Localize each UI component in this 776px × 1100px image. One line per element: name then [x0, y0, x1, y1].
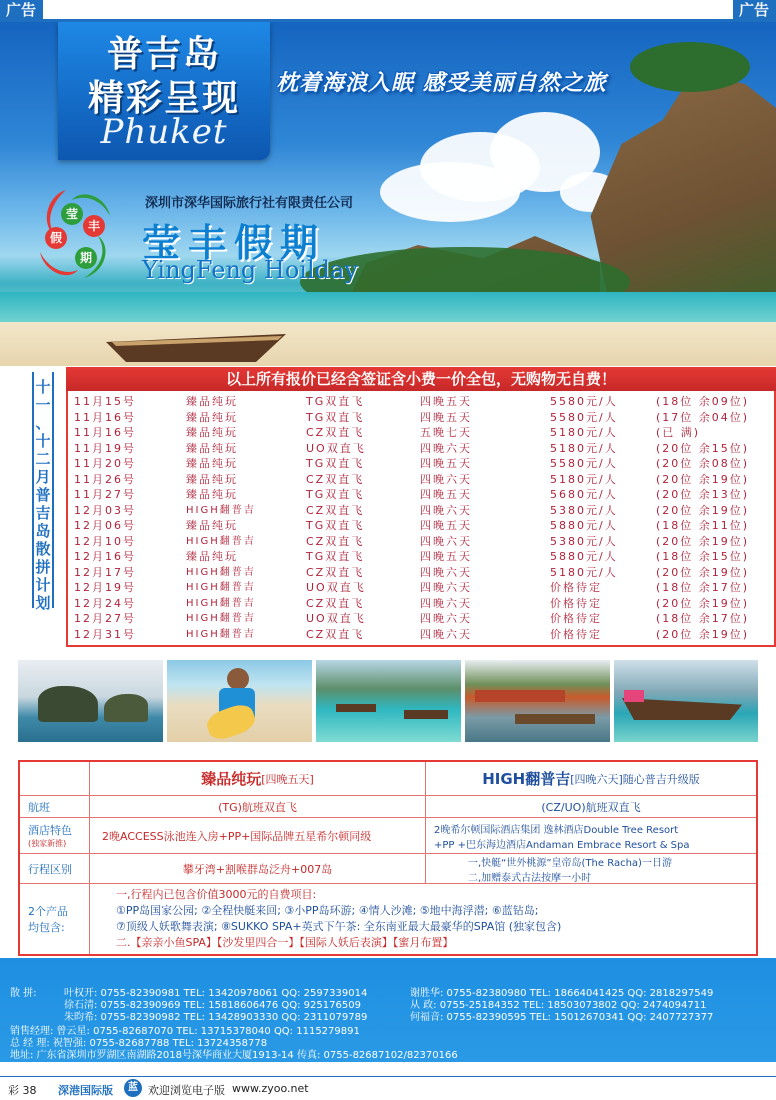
price: 5180元/人 — [550, 426, 618, 439]
footer-tagline: 欢迎浏览电子版 — [148, 1084, 225, 1097]
page-number: 彩 38 — [8, 1084, 37, 1097]
side-title-char: 二 — [35, 450, 51, 468]
product-name: HIGH翻普吉 — [186, 628, 256, 640]
product1-hotel: 2晚ACCESS泳池连入房+PP+国际品牌五星希尔顿同级 — [90, 818, 426, 854]
departure-date: 11月16号 — [74, 426, 136, 439]
product2-route-line2: 二,加赠泰式古法按摩一小时 — [468, 872, 592, 884]
trip-duration: 四晚六天 — [420, 612, 472, 625]
airline: CZ双直飞 — [306, 426, 365, 439]
product2-route — [426, 854, 756, 884]
product-name: 臻品纯玩 — [186, 550, 238, 563]
airline: TG双直飞 — [306, 410, 365, 424]
price: 5880元/人 — [550, 550, 618, 563]
side-title-char: 一 — [35, 396, 51, 414]
seat-availability: (20位 余15位) — [656, 441, 750, 455]
agency-name: 深圳市深华国际旅行社有限责任公司 — [145, 196, 354, 211]
ad-label-left: 广告 — [0, 0, 43, 20]
trip-duration: 四晚五天 — [420, 550, 472, 563]
schedule-row — [68, 596, 774, 611]
departure-date: 11月26号 — [74, 472, 136, 486]
price: 5180元/人 — [550, 472, 618, 486]
schedule-row — [68, 627, 774, 642]
product-name: 臻品纯玩 — [186, 410, 238, 424]
side-title-char: 月 — [35, 468, 51, 486]
trip-duration: 四晚五天 — [420, 519, 472, 532]
product1-subtitle: [四晚五天] — [261, 772, 314, 786]
photo-longtail-boats — [316, 660, 461, 742]
trip-duration: 五晚七天 — [420, 426, 472, 439]
schedule-row — [68, 565, 774, 580]
price: 价格待定 — [550, 612, 602, 625]
price: 5880元/人 — [550, 519, 618, 532]
airline: UO双直飞 — [306, 581, 366, 594]
price: 5180元/人 — [550, 441, 618, 455]
schedule-row — [68, 518, 774, 533]
logo-char-2: 丰 — [87, 219, 101, 233]
airline: TG双直飞 — [306, 519, 365, 532]
trip-duration: 四晚六天 — [420, 596, 472, 610]
airline: UO双直飞 — [306, 441, 366, 455]
longtail-boat — [106, 334, 286, 364]
seat-availability: (18位 余09位) — [656, 395, 750, 408]
price: 5580元/人 — [550, 395, 618, 408]
price: 价格待定 — [550, 627, 602, 641]
side-title-char: 十 — [35, 432, 51, 450]
seat-availability: (18位 余11位) — [656, 519, 750, 532]
side-title-char: 吉 — [35, 504, 51, 522]
product2-subtitle: [四晚六天]随心普吉升级版 — [570, 772, 700, 786]
departure-date: 11月16号 — [74, 410, 136, 424]
price: 5180元/人 — [550, 565, 618, 579]
price: 5580元/人 — [550, 457, 618, 470]
product-name: HIGH翻普吉 — [186, 535, 256, 547]
schedule-row — [68, 534, 774, 549]
seat-availability: (20位 余19位) — [656, 472, 750, 486]
schedule-row — [68, 394, 774, 409]
airline: CZ双直飞 — [306, 627, 365, 641]
product-name: 臻品纯玩 — [186, 488, 238, 501]
page-footer — [0, 1076, 776, 1100]
side-title-char: 拼 — [35, 558, 51, 576]
schedule-table — [66, 391, 776, 647]
schedule-row — [68, 456, 774, 471]
product-name: 臻品纯玩 — [186, 426, 238, 439]
seat-availability: (已 满) — [656, 426, 701, 439]
airline: UO双直飞 — [306, 612, 366, 625]
product-name: HIGH翻普吉 — [186, 504, 256, 516]
departure-date: 12月17号 — [74, 565, 136, 579]
seat-availability: (20位 余19位) — [656, 503, 750, 517]
trip-duration: 四晚五天 — [420, 457, 472, 470]
cliff-trees — [630, 42, 750, 92]
brand-name-cn: 莹丰假期 — [142, 221, 327, 265]
schedule-row — [68, 611, 774, 626]
schedule-row — [68, 580, 774, 595]
logo-char-3: 假 — [49, 231, 63, 245]
product2-route-line1: 一,快艇“世外桃源”皇帝岛(The Racha)一日游 — [468, 857, 672, 869]
contact-right-3: 何福音: 0755-82390595 TEL: 15012670341 QQ: 2407727377 — [410, 1012, 714, 1023]
both-label-1: 2个产品 — [28, 905, 68, 918]
footer-rule — [0, 1076, 776, 1077]
contact-panel — [0, 958, 776, 1062]
trip-duration: 四晚六天 — [420, 472, 472, 486]
cmp-corner — [20, 762, 90, 796]
cmp-label-route: 行程区别 — [20, 854, 90, 884]
cmp-header-product1 — [90, 762, 426, 796]
seat-availability: (20位 余19位) — [656, 596, 750, 610]
hero-title-en: Phuket — [100, 112, 228, 152]
departure-date: 12月06号 — [74, 519, 136, 532]
photo-strip — [18, 660, 758, 742]
hero-title-line2: 精彩呈现 — [87, 78, 240, 119]
hero-slogan: 枕着海浪入眠 感受美丽自然之旅 — [276, 71, 607, 96]
side-title-char: 散 — [35, 540, 51, 558]
photo-child-sand — [167, 660, 312, 742]
logo-char-1: 莹 — [65, 207, 79, 221]
schedule-row — [68, 472, 774, 487]
product-comparison-table — [18, 760, 758, 956]
departure-date: 12月10号 — [74, 534, 136, 548]
price: 价格待定 — [550, 596, 602, 610]
cmp-header-product2 — [426, 762, 756, 796]
contact-left-1: 叶权开: 0755-82390981 TEL: 13420978061 QQ: 2597339014 — [64, 988, 368, 999]
airline: CZ双直飞 — [306, 503, 365, 517]
schedule-row — [68, 503, 774, 518]
price: 5380元/人 — [550, 503, 618, 517]
product-name: HIGH翻普吉 — [186, 566, 256, 578]
product2-flight: (CZ/UO)航班双直飞 — [426, 796, 756, 818]
schedule-row — [68, 549, 774, 564]
schedule-side-title — [32, 372, 54, 612]
side-title-char: 计 — [35, 576, 51, 594]
cmp-label-both — [20, 884, 90, 954]
both-line-1: 一,行程内已包含价值3000元的自费项目: — [116, 888, 317, 901]
price: 价格待定 — [550, 581, 602, 594]
product-name: 臻品纯玩 — [186, 395, 238, 408]
airline: TG双直飞 — [306, 457, 365, 470]
airline: TG双直飞 — [306, 488, 365, 501]
schedule-row — [68, 410, 774, 425]
contact-sales: 销售经理: 曾云星: 0755-82687070 TEL: 13715378040 QQ: 1115279891 — [10, 1026, 360, 1037]
product-name: 臻品纯玩 — [186, 457, 238, 470]
product1-route: 攀牙湾+割喉群岛泛舟+007岛 — [90, 854, 426, 884]
departure-date: 12月31号 — [74, 627, 136, 641]
side-title-char: 普 — [35, 486, 51, 504]
product1-name: 臻品纯玩 — [201, 770, 262, 788]
footer-url[interactable]: www.zyoo.net — [232, 1082, 309, 1095]
departure-date: 12月16号 — [74, 550, 136, 563]
seat-availability: (17位 余04位) — [656, 410, 750, 424]
hotel-label: 酒店特色 — [28, 824, 72, 837]
airline: CZ双直飞 — [306, 472, 365, 486]
cmp-label-flight: 航班 — [20, 796, 90, 818]
seat-availability: (20位 余19位) — [656, 627, 750, 641]
hero-banner — [0, 22, 776, 366]
schedule-row — [68, 441, 774, 456]
price: 5380元/人 — [550, 534, 618, 548]
airline: CZ双直飞 — [306, 534, 365, 548]
brand-name-en: YingFeng Hoilday — [142, 256, 358, 284]
contact-address: 地址: 广东省深圳市罗湖区南湖路2018号深华商业大厦1913-14 传真: 0755-82687102/82370166 — [10, 1050, 458, 1061]
departure-date: 12月27号 — [74, 612, 136, 625]
seat-availability: (20位 余19位) — [656, 565, 750, 579]
seat-availability: (20位 余19位) — [656, 534, 750, 548]
departure-date: 11月15号 — [74, 395, 136, 408]
ad-label-right: 广告 — [733, 0, 776, 20]
schedule-row — [68, 425, 774, 440]
airline: CZ双直飞 — [306, 596, 365, 610]
cmp-label-hotel — [20, 818, 90, 854]
both-line-2: ①PP岛国家公园; ②全程快艇来回; ③小PP岛环游; ④情人沙滩; ⑤地中海浮潜; ⑥蓝钻岛; — [116, 904, 539, 917]
seat-availability: (18位 余15位) — [656, 550, 750, 563]
product-name: 臻品纯玩 — [186, 472, 238, 486]
product-name: 臻品纯玩 — [186, 441, 238, 455]
departure-date: 12月03号 — [74, 503, 136, 517]
trip-duration: 四晚六天 — [420, 627, 472, 641]
airline: TG双直飞 — [306, 550, 365, 563]
trip-duration: 四晚五天 — [420, 410, 472, 424]
photo-stilt-restaurant — [465, 660, 610, 742]
product2-name: HIGH翻普吉 — [482, 770, 571, 788]
trip-duration: 四晚六天 — [420, 534, 472, 548]
departure-date: 12月24号 — [74, 596, 136, 610]
product2-hotel — [426, 818, 756, 854]
side-title-char: 岛 — [35, 522, 51, 540]
side-title-char: 划 — [35, 594, 51, 612]
trip-duration: 四晚六天 — [420, 565, 472, 579]
product-name: HIGH翻普吉 — [186, 582, 256, 593]
departure-date: 11月20号 — [74, 457, 136, 470]
contact-left-3: 朱昀希: 0755-82390982 TEL: 13428903330 QQ: 2311079789 — [64, 1012, 368, 1023]
contact-left-2: 徐石清: 0755-82390969 TEL: 15818606476 QQ: 925176509 — [64, 1000, 361, 1011]
edition-name: 深港国际版 — [58, 1084, 113, 1097]
edition-badge: 蓝 — [124, 1079, 142, 1097]
trip-duration: 四晚六天 — [420, 503, 472, 517]
airline: CZ双直飞 — [306, 565, 365, 579]
photo-longtail-boat-closeup — [614, 660, 758, 742]
both-label-2: 均包含: — [28, 921, 65, 934]
seat-availability: (20位 余13位) — [656, 488, 750, 501]
product-name: HIGH翻普吉 — [186, 613, 256, 624]
hero-title-box — [58, 22, 270, 160]
seat-availability: (18位 余17位) — [656, 581, 750, 594]
hero-title-line1: 普吉岛 — [106, 34, 221, 75]
trip-duration: 四晚六天 — [420, 441, 472, 455]
cloud — [380, 162, 520, 222]
schedule-row — [68, 487, 774, 502]
trip-duration: 四晚五天 — [420, 488, 472, 501]
schedule-banner: 以上所有报价已经含签证含小费一价全包，无购物无自费！ — [66, 367, 776, 391]
product-name: 臻品纯玩 — [186, 519, 238, 532]
both-includes — [90, 884, 756, 954]
price: 5680元/人 — [550, 488, 618, 501]
scatter-label: 散 拼: — [10, 988, 37, 999]
seat-availability: (20位 余08位) — [656, 457, 750, 470]
product2-hotel-line1: 2晚希尔顿国际酒店集团 逸林酒店Double Tree Resort — [434, 824, 679, 836]
logo-char-4: 期 — [79, 251, 93, 265]
side-title-char: 十 — [35, 378, 51, 396]
trip-duration: 四晚五天 — [420, 395, 472, 408]
departure-date: 11月19号 — [74, 441, 136, 455]
contact-gm: 总 经 理: 祝智强: 0755-82687788 TEL: 13724358778 — [10, 1038, 268, 1049]
side-title-char: 、 — [35, 414, 51, 432]
seat-availability: (18位 余17位) — [656, 612, 750, 625]
both-line-4: 二.【亲亲小鱼SPA】【沙发里四合一】【国际人妖后表演】【蜜月布置】 — [116, 936, 454, 949]
contact-right-1: 谢胜华: 0755-82380980 TEL: 18664041425 QQ: 2818297549 — [410, 988, 714, 999]
yingfeng-logo — [36, 186, 114, 282]
product-name: HIGH翻普吉 — [186, 597, 256, 609]
trip-duration: 四晚六天 — [420, 581, 472, 594]
contact-right-2: 从 政: 0755-25184352 TEL: 18503073802 QQ: 2474094711 — [410, 1000, 707, 1011]
departure-date: 12月19号 — [74, 581, 136, 594]
product1-flight: (TG)航班双直飞 — [90, 796, 426, 818]
photo-island-rocks — [18, 660, 163, 742]
airline: TG双直飞 — [306, 395, 365, 408]
product2-hotel-line2: +PP +巴东海边酒店Andaman Embrace Resort & Spa — [434, 839, 690, 851]
price: 5580元/人 — [550, 410, 618, 424]
departure-date: 11月27号 — [74, 488, 136, 501]
hotel-label-sub: (独家新推) — [28, 839, 67, 848]
both-line-3: ⑦顶级人妖歌舞表演; ⑧SUKKO SPA+英式下午茶: 全东南亚最大最豪华的SPA馆 (独家包含) — [116, 920, 562, 933]
